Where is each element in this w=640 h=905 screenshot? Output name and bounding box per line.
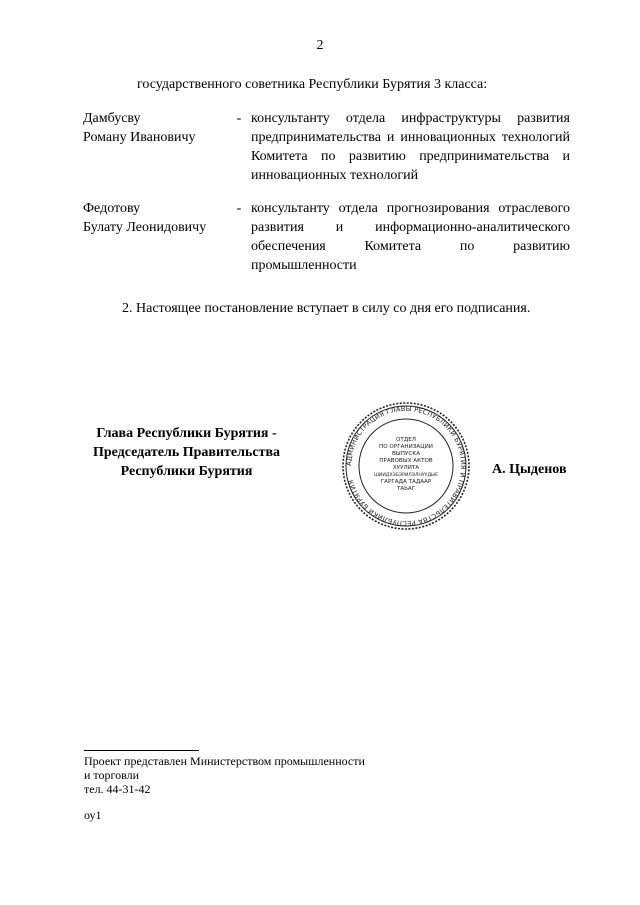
signatory-name: А. Цыденов	[492, 462, 567, 477]
seal-inner-text: ТАЬАГ	[396, 486, 416, 492]
appointee-name	[83, 109, 233, 147]
seal-inner-text: ГАРГАДА ТАДААР	[380, 479, 432, 485]
appointee-surname: Дамбусву	[83, 111, 141, 126]
seal-inner-text: ПО ОРГАНИЗАЦИИ	[379, 444, 433, 450]
signatory-title	[84, 424, 289, 481]
appointee-name	[83, 199, 233, 237]
appointee-surname: Федотову	[83, 201, 141, 216]
footnote-rule	[84, 750, 199, 751]
footnote	[84, 754, 365, 796]
appointee-entry	[83, 109, 570, 185]
signatory-title-line: Республики Бурятия	[120, 464, 253, 479]
footnote-line: тел. 44-31-42	[84, 782, 151, 796]
footnote-line: Проект представлен Министерством промышленности	[84, 754, 365, 768]
clause-2: 2. Настоящее постановление вступает в силу со дня его подписания.	[122, 301, 531, 316]
appointee-given-names: Роману Ивановичу	[83, 130, 196, 145]
seal-inner-text: ШИИДХЭБЭРИЛЭЛНУУДЫЕ	[373, 473, 439, 478]
appointee-dash: -	[236, 111, 242, 126]
seal-ring-text: АДМИНИСТРАЦИЯ ГЛАВЫ РЕСПУБЛИКИ БУРЯТИЯ И ПРАВИТЕЛЬСТВА РЕСПУБЛИКИ БУРЯТИЯ	[344, 404, 468, 528]
signatory-title-line: Председатель Правительства	[92, 445, 281, 460]
seal-inner-text: ПРАВОВЫХ АКТОВ	[379, 458, 433, 464]
seal-inner-text: ОТДЕЛ	[396, 437, 416, 443]
intro-text: государственного советника Республики Бурятия 3 класса:	[137, 77, 488, 92]
appointee-given-names: Булату Леонидовичу	[83, 220, 207, 235]
document-code: оу1	[84, 808, 102, 822]
signatory-title-line: Глава Республики Бурятия -	[96, 426, 277, 441]
page-number: 2	[316, 38, 324, 53]
appointee-position: консультанту отдела инфраструктуры развития предпринимательства и инновационных технологий Комитета по развитию предпринимательства и инновационных технологий	[251, 111, 570, 183]
appointee-dash: -	[236, 201, 242, 216]
official-seal	[341, 401, 471, 531]
appointee-position: консультанту отдела прогнозирования отраслевого развития и информационно-аналитического обеспечения Комитета по развитию промышленности	[251, 201, 570, 273]
seal-inner-text: ВЫПУСКА	[391, 451, 421, 457]
appointee-entry	[83, 199, 570, 275]
footnote-line: и торговли	[84, 768, 140, 782]
seal-inner-text: ХУУЛИТА	[392, 465, 420, 471]
